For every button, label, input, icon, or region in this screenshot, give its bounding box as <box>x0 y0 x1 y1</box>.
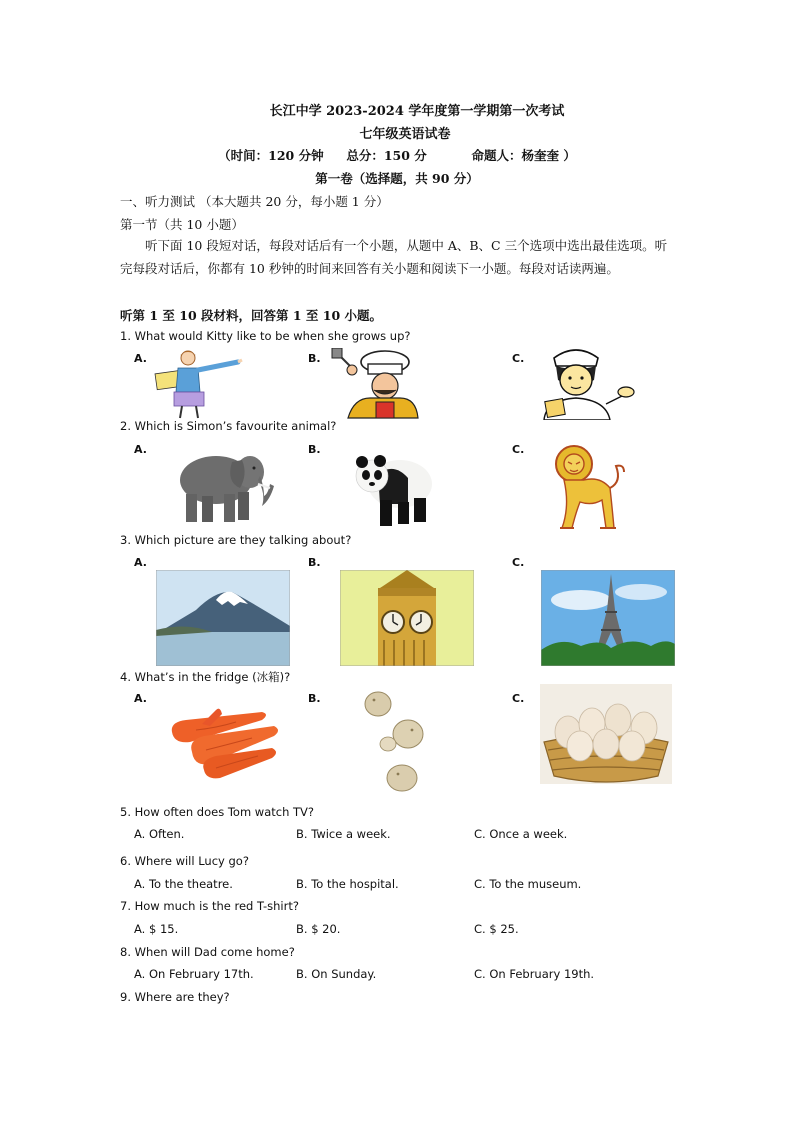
option-label-a: A. <box>134 556 147 569</box>
exam-meta <box>0 146 794 164</box>
option-c[interactable]: C. On February 19th. <box>474 967 595 981</box>
carrots-picture[interactable] <box>166 690 284 780</box>
question-4: 4. What’s in the fridge (冰箱)? <box>120 670 291 684</box>
option-c[interactable]: C. Once a week. <box>474 827 568 841</box>
question-8: 8. When will Dad come home? <box>120 945 295 959</box>
option-label-a: A. <box>134 692 147 705</box>
option-c[interactable]: C. To the museum. <box>474 877 582 891</box>
potatoes-picture[interactable] <box>326 682 466 804</box>
teacher-picture[interactable] <box>154 348 244 420</box>
exam-author: 命题人：杨奎奎 ） <box>471 148 576 163</box>
exam-time: （时间：120 分钟 <box>218 148 324 163</box>
option-label-b: B. <box>308 556 321 569</box>
directive: 听第 1 至 10 段材料，回答第 1 至 10 小题。 <box>120 308 383 323</box>
exam-subtitle: 七年级英语试卷 <box>359 127 451 142</box>
question-3: 3. Which picture are they talking about? <box>120 533 352 547</box>
option-label-b: B. <box>308 692 321 705</box>
option-label-c: C. <box>512 556 525 569</box>
question-2: 2. Which is Simon’s favourite animal? <box>120 419 337 433</box>
mount-fuji-picture[interactable] <box>156 570 290 666</box>
panda-picture[interactable] <box>350 444 436 528</box>
option-label-a: A. <box>134 443 147 456</box>
instructions: 听下面 10 段短对话，每段对话后有一个小题，从题中 A、B、C 三个选项中选出最佳选项。听完每段对话后，你都有 10 秒钟的时间来回答有关小题和阅读下一小题。每段对话读两遍。 <box>120 238 668 276</box>
option-label-c: C. <box>512 352 525 365</box>
option-a[interactable]: A. $ 15. <box>134 922 179 936</box>
section-subheading: 第一节（共 10 小题） <box>120 217 244 232</box>
option-b[interactable]: B. Twice a week. <box>296 827 391 841</box>
section-heading: 一、听力测试 （本大题共 20 分，每小题 1 分） <box>120 194 389 209</box>
part-title: 第一卷（选择题，共 90 分） <box>315 171 479 186</box>
option-a[interactable]: A. To the theatre. <box>134 877 233 891</box>
nurse-picture[interactable] <box>536 346 636 420</box>
option-b[interactable]: B. On Sunday. <box>296 967 377 981</box>
elephant-picture[interactable] <box>170 444 280 526</box>
exam-title: 长江中学 2023-2024 学年度第一学期第一次考试 <box>269 104 565 119</box>
option-c[interactable]: C. $ 25. <box>474 922 519 936</box>
lion-picture[interactable] <box>550 442 626 532</box>
option-a[interactable]: A. Often. <box>134 827 185 841</box>
option-b[interactable]: B. $ 20. <box>296 922 341 936</box>
exam-score: 总分：150 分 <box>346 148 427 163</box>
eggs-picture[interactable] <box>540 684 672 784</box>
option-label-a: A. <box>134 352 147 365</box>
option-label-b: B. <box>308 352 321 365</box>
cook-picture[interactable] <box>330 348 420 420</box>
question-7: 7. How much is the red T-shirt? <box>120 899 299 913</box>
option-label-c: C. <box>512 692 525 705</box>
option-b[interactable]: B. To the hospital. <box>296 877 399 891</box>
option-label-c: C. <box>512 443 525 456</box>
eiffel-tower-picture[interactable] <box>541 570 675 666</box>
option-a[interactable]: A. On February 17th. <box>134 967 254 981</box>
option-label-b: B. <box>308 443 321 456</box>
question-5: 5. How often does Tom watch TV? <box>120 805 315 819</box>
question-6: 6. Where will Lucy go? <box>120 854 249 868</box>
question-1: 1. What would Kitty like to be when she grows up? <box>120 329 411 343</box>
big-ben-picture[interactable] <box>340 570 474 666</box>
question-9: 9. Where are they? <box>120 990 230 1004</box>
